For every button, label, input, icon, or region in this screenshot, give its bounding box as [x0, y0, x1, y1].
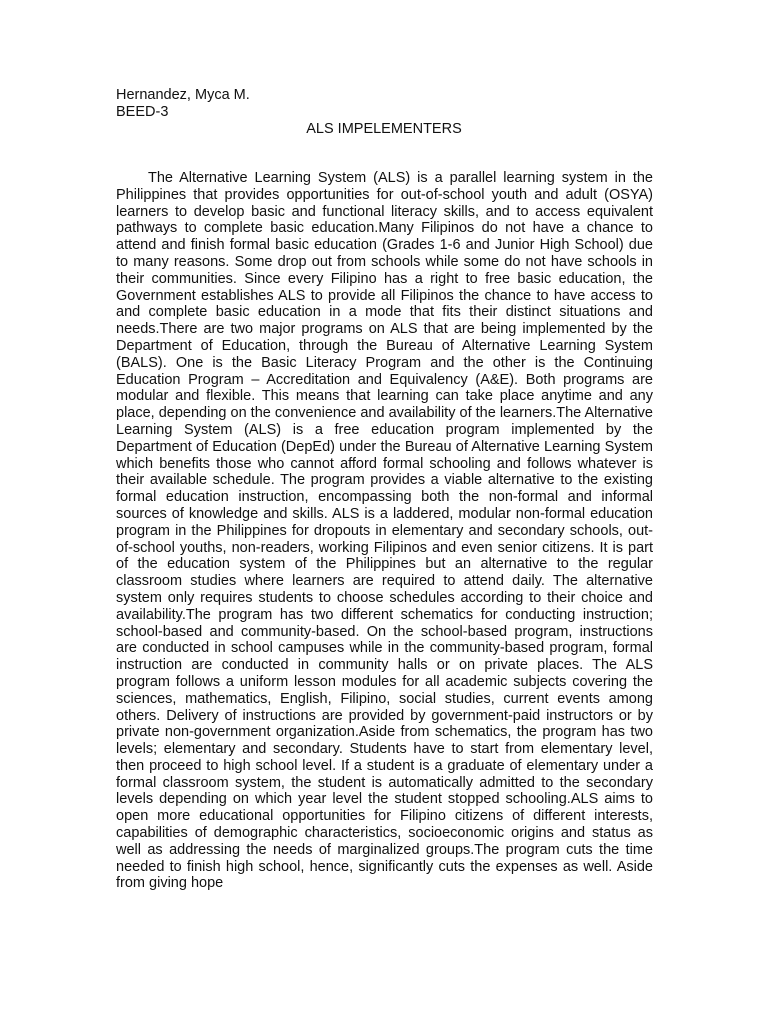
section-label: BEED-3	[116, 104, 169, 120]
document-title: ALS IMPELEMENTERS	[306, 121, 462, 137]
document-header	[116, 87, 652, 121]
author-name: Hernandez, Myca M.	[116, 87, 250, 103]
body-paragraph: The Alternative Learning System (ALS) is a parallel learning system in the Philippines that provides opportunities for out-of-school youth and adult (OSYA) learners to develop basic and functional literacy skills, and to access equivalent pathways to complete basic education.Many Filipinos do not have a chance to attend and finish formal basic education (Grades 1-6 and Junior High School) due to many reasons. Some drop out from schools while some do not have schools in their communities. Since every Filipino has a right to free basic education, the Government establishes ALS to provide all Filipinos the chance to have access to and complete basic education in a mode that fits their distinct situations and needs.There are two major programs on ALS that are being implemented by the Department of Education, through the Bureau of Alternative Learning System (BALS). One is the Basic Literacy Program and the other is the Continuing Education Program – Accreditation and Equivalency (A&E). Both programs are modular and flexible. This means that learning can take place anytime and any place, depending on the convenience and availability of the learners.The Alternative Learning System (ALS) is a free education program implemented by the Department of Education (DepEd) under the Bureau of Alternative Learning System which benefits those who cannot afford formal schooling and follows whatever is their available schedule. The program provides a viable alternative to the existing formal education instruction, encompassing both the non-formal and informal sources of knowledge and skills. ALS is a laddered, modular non-formal education program in the Philippines for dropouts in elementary and secondary schools, out-of-school youths, non-readers, working Filipinos and even senior citizens. It is part of the education system of the Philippines but an alternative to the regular classroom studies where learners are required to attend daily. The alternative system only requires students to choose schedules according to their choice and availability.The program has two different schematics for conducting instruction; school-based and community-based. On the school-based program, instructions are conducted in school campuses while in the community-based program, formal instruction are conducted in community halls or on private places. The ALS program follows a uniform lesson modules for all academic subjects covering the sciences, mathematics, English, Filipino, social studies, current events among others. Delivery of instructions are provided by government-paid instructors or by private non-government organization.Aside from schematics, the program has two levels; elementary and secondary. Students have to start from elementary level, then proceed to high school level. If a student is a graduate of elementary under a formal classroom system, the student is automatically admitted to the secondary levels depending on which year level the student stopped schooling.ALS aims to open more educational opportunities for Filipino citizens of different interests, capabilities of demographic characteristics, socioeconomic origins and status as well as addressing the needs of marginalized groups.The program cuts the time needed to finish high school, hence, significantly cuts the expenses as well. Aside from giving hope	[116, 170, 653, 892]
